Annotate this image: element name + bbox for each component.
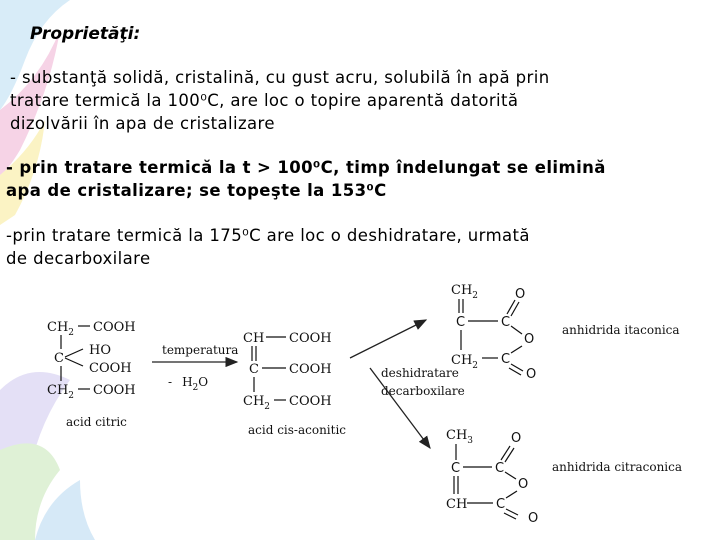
aconitic-cooh-1: COOH bbox=[289, 331, 332, 346]
citraconic-anhydride-structure bbox=[446, 428, 682, 526]
itaconic-anhydride-structure bbox=[451, 283, 680, 382]
aconitic-acid-label: acid cis-aconitic bbox=[248, 423, 347, 437]
itaconic-ch2-top: $CH_2$ bbox=[451, 283, 479, 301]
itaconic-c1: C bbox=[456, 315, 466, 330]
citric-ch2-bottom: $CH_2$ bbox=[47, 383, 75, 401]
slide-title: Proprietăţi: bbox=[30, 24, 141, 44]
text-line: dizolvării în apa de cristalizare bbox=[10, 114, 275, 133]
itaconic-c2: C bbox=[501, 315, 511, 330]
itaconic-o-carbonyl-2: O bbox=[526, 367, 537, 382]
citraconic-o-carbonyl-1: O bbox=[511, 431, 522, 446]
citric-cooh-1: COOH bbox=[93, 320, 136, 335]
citric-cooh-2: COOH bbox=[89, 361, 132, 376]
arrow1-label-water: - $H_2O$ bbox=[168, 375, 209, 393]
citraconic-anhydride-label: anhidrida citraconica bbox=[552, 460, 683, 474]
aconitic-cooh-2: COOH bbox=[289, 362, 332, 377]
citric-ch2-top: $CH_2$ bbox=[47, 320, 75, 338]
text-line: - prin tratare termică la t > 100⁰C, timp îndelungat se elimină bbox=[6, 158, 606, 177]
citraconic-c2: C bbox=[495, 461, 505, 476]
citraconic-c3: C bbox=[496, 497, 506, 512]
itaconic-o-ring: O bbox=[524, 332, 535, 347]
itaconic-c3: C bbox=[501, 352, 511, 367]
citraconic-ch3: $CH_3$ bbox=[446, 428, 474, 446]
text-line: -prin tratare termică la 175⁰C are loc o deshidratare, urmată bbox=[6, 226, 530, 245]
text-line: de decarboxilare bbox=[6, 249, 151, 268]
itaconic-anhydride-label: anhidrida itaconica bbox=[562, 323, 680, 337]
citraconic-o-ring: O bbox=[518, 477, 529, 492]
citric-c-center: C bbox=[54, 351, 64, 366]
citric-acid-label: acid citric bbox=[66, 415, 127, 429]
reaction-arrow-itaconic bbox=[350, 320, 426, 358]
citraconic-o-carbonyl-2: O bbox=[528, 511, 539, 526]
reaction-arrow-citraconic bbox=[370, 368, 430, 448]
aconitic-ch: CH bbox=[243, 331, 265, 346]
text-line: - substanţă solidă, cristalină, cu gust acru, solubilă în apă prin bbox=[10, 68, 550, 87]
citric-acid-structure bbox=[47, 320, 136, 429]
itaconic-o-carbonyl-1: O bbox=[515, 287, 526, 302]
citraconic-ch: CH bbox=[446, 497, 468, 512]
citric-cooh-3: COOH bbox=[93, 383, 136, 398]
citric-ho: HO bbox=[89, 343, 111, 358]
aconitic-cooh-3: COOH bbox=[289, 394, 332, 409]
aconitic-c: C bbox=[249, 362, 259, 377]
citraconic-c1: C bbox=[451, 461, 461, 476]
aconitic-ch2: $CH_2$ bbox=[243, 394, 271, 412]
arrow2-label-decarboxylation: decarboxilare bbox=[381, 384, 465, 398]
text-line: tratare termică la 100⁰C, are loc o topire aparentă datorită bbox=[10, 91, 519, 110]
itaconic-ch2-bottom: $CH_2$ bbox=[451, 353, 479, 371]
aconitic-acid-structure bbox=[243, 331, 346, 437]
arrow1-label-temperature: temperatura bbox=[162, 343, 239, 357]
text-line: apa de cristalizare; se topeşte la 153⁰C bbox=[6, 181, 387, 200]
arrow2-label-dehydration: deshidratare bbox=[381, 366, 459, 380]
